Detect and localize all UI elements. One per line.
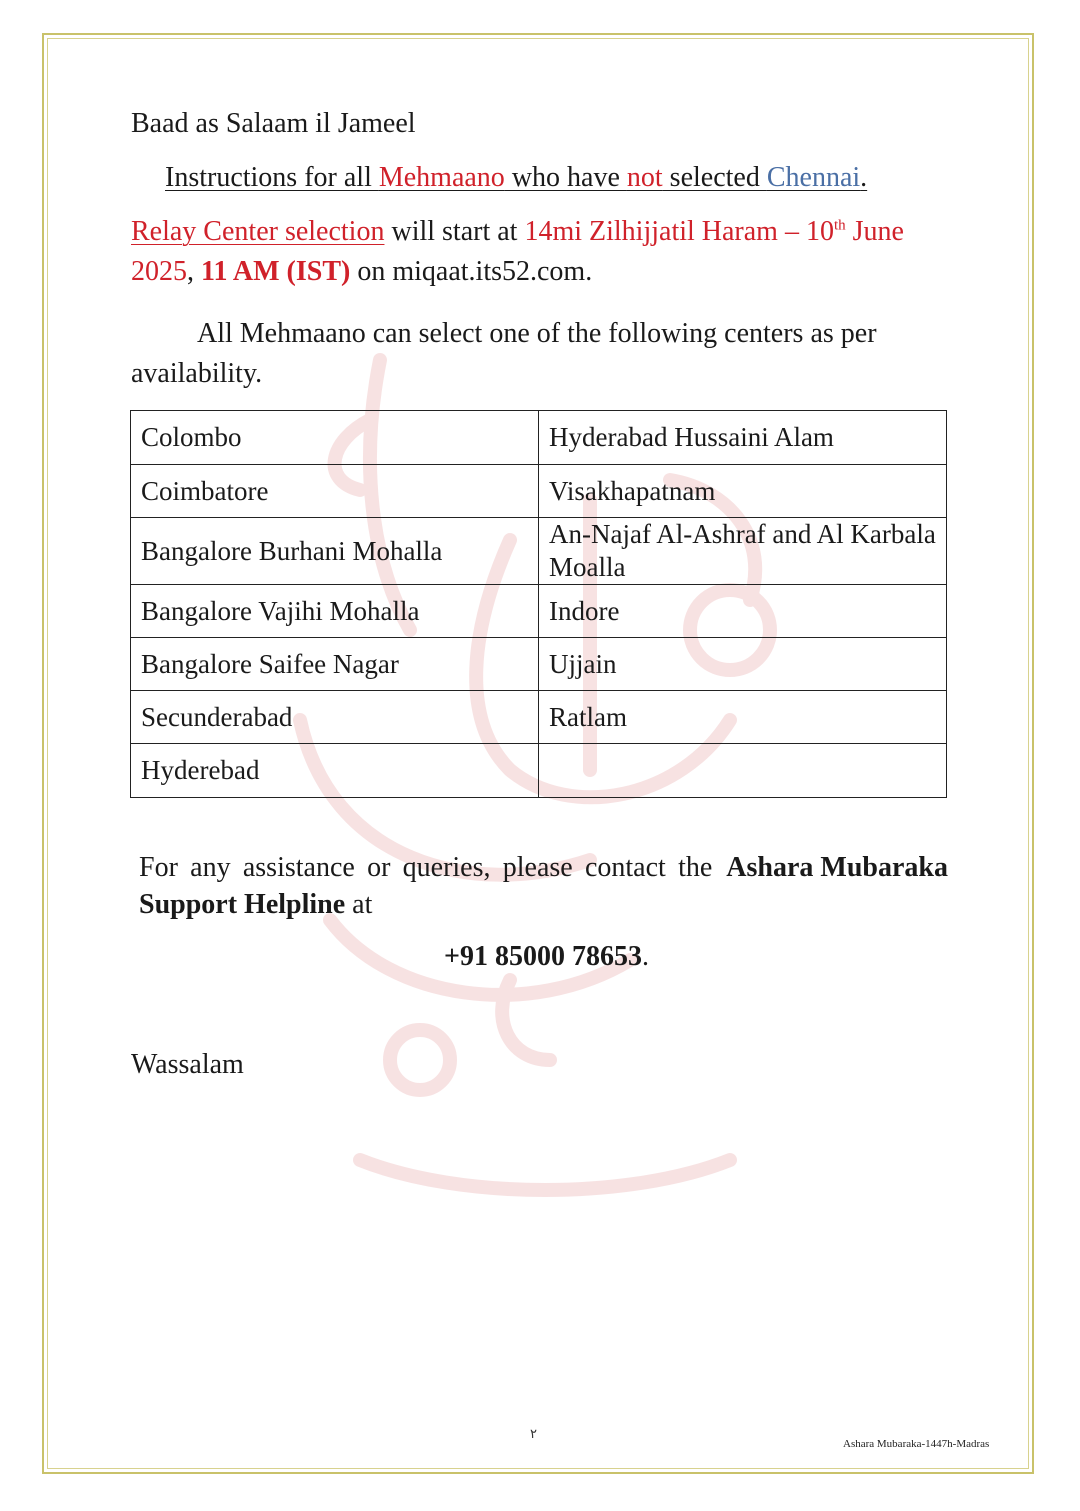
relay-line-2: 2025, 11 AM (IST) on miqaat.its52.com. — [131, 256, 593, 287]
page-number: ٢ — [530, 1426, 537, 1441]
assistance-word: For — [139, 852, 178, 883]
table-cell: Indore — [539, 585, 947, 638]
footer-label: Ashara Mubaraka-1447h-Madras — [843, 1438, 990, 1450]
helpline-phone-number[interactable]: +91 85000 78653. — [444, 941, 649, 972]
table-row — [131, 518, 947, 585]
assistance-word: please — [502, 852, 573, 883]
select-text-line-2: availability. — [131, 358, 263, 389]
instructions-heading: Instructions for all Mehmaano who have not selected Chennai. — [165, 162, 868, 193]
greeting-line: Baad as Salaam il Jameel — [131, 108, 416, 139]
closing-wassalam: Wassalam — [131, 1049, 244, 1080]
table-cell: Coimbatore — [131, 465, 539, 518]
assistance-word: or — [367, 852, 391, 883]
miqaat-site-text: on miqaat.its52.com. — [350, 256, 593, 287]
assistance-word: queries, — [402, 852, 491, 883]
assistance-word: assistance — [242, 852, 355, 883]
assistance-line-2: Support Helpline at — [139, 889, 373, 920]
table-cell: Bangalore Burhani Mohalla — [131, 518, 539, 585]
table-row — [131, 465, 947, 518]
table-cell: Visakhapatnam — [539, 465, 947, 518]
table-row — [131, 691, 947, 744]
assistance-word: the — [678, 852, 713, 883]
table-cell — [539, 744, 947, 798]
table-cell: Bangalore Saifee Nagar — [131, 638, 539, 691]
table-cell: Bangalore Vajihi Mohalla — [131, 585, 539, 638]
centers-table — [130, 410, 947, 798]
relay-center-selection-link[interactable]: Relay Center selection — [131, 216, 385, 247]
table-cell: Secunderabad — [131, 691, 539, 744]
select-text-line-1: All Mehmaano can select one of the following centers as per — [197, 318, 877, 349]
assistance-word: contact — [584, 852, 666, 883]
assistance-word: any — [190, 852, 231, 883]
table-row — [131, 744, 947, 798]
table-cell: Colombo — [131, 411, 539, 465]
assistance-line-1: For any assistance or queries, please contact the Ashara Mubaraka — [139, 849, 948, 886]
table-row — [131, 638, 947, 691]
table-row — [131, 585, 947, 638]
table-cell: Ujjain — [539, 638, 947, 691]
table-row — [131, 411, 947, 465]
table-cell: Hyderabad Hussaini Alam — [539, 411, 947, 465]
chennai-text: Chennai — [766, 162, 861, 193]
table-cell: An-Najaf Al-Ashraf and Al Karbala Moalla — [539, 518, 947, 585]
table-cell: Hyderebad — [131, 744, 539, 798]
table-cell: Ratlam — [539, 691, 947, 744]
relay-line-1: Relay Center selection will start at 14mi Zilhijjatil Haram – 10th June — [131, 216, 904, 247]
